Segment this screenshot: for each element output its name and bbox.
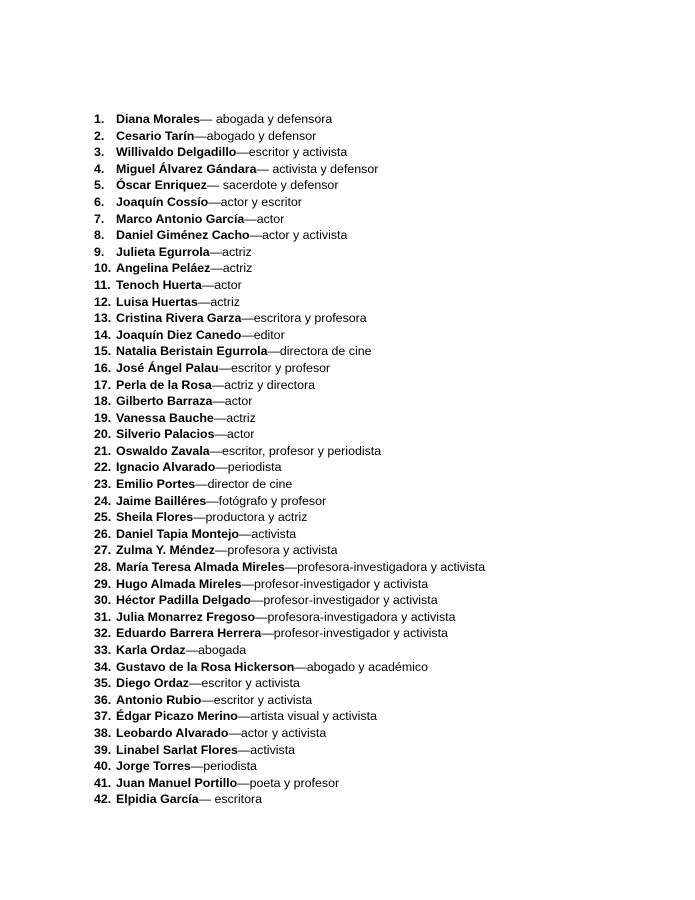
person-role: —abogada: [185, 643, 247, 657]
list-item: [94, 542, 485, 559]
list-item: [94, 775, 485, 792]
person-role: —profesora-investigadora y activista: [284, 560, 486, 575]
person-role: —actor y activista: [249, 228, 348, 243]
person-name: Gilberto Barraza: [116, 394, 213, 409]
item-number: 23.: [94, 477, 112, 492]
person-role: —actriz y directora: [211, 377, 316, 392]
person-name: Linabel Sarlat Flores: [116, 742, 238, 757]
person-name: Emilio Portes: [116, 477, 196, 492]
person-name: Édgar Picazo Merino: [116, 709, 238, 724]
person-role: —profesora-investigadora y activista: [255, 609, 456, 624]
list-item: [94, 426, 485, 443]
list-item: [94, 443, 485, 460]
person-name: Angelina Peláez: [116, 261, 211, 276]
person-name: Vanessa Bauche: [116, 410, 214, 425]
list-item: [94, 692, 485, 709]
person-name: Daniel Giménez Cacho: [116, 228, 250, 243]
person-name: Tenoch Huerta: [116, 277, 202, 292]
list-item: [94, 277, 485, 294]
person-name: José Ángel Palau: [116, 360, 219, 375]
list-item: [94, 725, 485, 742]
item-number: 30.: [94, 593, 112, 608]
person-role: —profesor-investigador y activista: [261, 626, 448, 641]
item-number: 6.: [94, 194, 105, 209]
list-item: [94, 177, 485, 194]
list-item: [94, 327, 485, 344]
list-item: [94, 144, 485, 161]
item-number: 18.: [94, 394, 112, 409]
item-number: 22.: [94, 460, 112, 475]
person-name: Óscar Enriquez: [116, 178, 207, 193]
item-number: 38.: [94, 725, 112, 740]
list-item: [94, 758, 485, 775]
item-number: 10.: [94, 261, 112, 276]
person-role: —poeta y profesor: [237, 775, 340, 790]
person-name: Zulma Y. Méndez: [116, 543, 215, 558]
person-role: —artista visual y activista: [237, 709, 377, 724]
item-number: 11.: [94, 277, 111, 292]
list-item: [94, 260, 485, 277]
person-role: — activista y defensor: [256, 161, 379, 176]
person-name: Daniel Tapia Montejo: [116, 526, 239, 541]
item-number: 17.: [94, 377, 112, 392]
item-number: 24.: [94, 493, 112, 508]
list-item: [94, 742, 485, 759]
person-role: —actriz: [210, 261, 253, 276]
list-item: [94, 609, 485, 626]
item-number: 8.: [94, 228, 105, 243]
person-role: —profesor-investigador y activista: [241, 576, 429, 591]
item-number: 4.: [94, 161, 105, 176]
item-number: 1.: [94, 112, 105, 126]
list-item: [94, 659, 485, 676]
item-number: 16.: [94, 360, 112, 375]
person-name: Miguel Álvarez Gándara: [116, 161, 257, 176]
list-item: [94, 642, 485, 659]
item-number: 25.: [94, 510, 112, 525]
person-role: —actor: [201, 277, 242, 292]
person-role: —escritor, profesor y periodista: [209, 443, 382, 458]
person-role: —actriz: [209, 244, 252, 259]
person-name: Joaquín Cossío: [116, 194, 209, 209]
item-number: 28.: [94, 560, 112, 575]
list-item: [94, 675, 485, 692]
person-name: Willivaldo Delgadillo: [116, 145, 237, 160]
item-number: 41.: [94, 775, 112, 790]
person-name: Leobardo Alvarado: [116, 725, 229, 740]
signatory-list: [94, 111, 485, 808]
list-item: [94, 128, 485, 145]
person-role: — abogada y defensora: [200, 112, 333, 126]
person-role: —director de cine: [195, 477, 293, 492]
person-name: Julieta Egurrola: [116, 244, 210, 259]
list-item: [94, 360, 485, 377]
list-item: [94, 211, 485, 228]
item-number: 39.: [94, 742, 112, 757]
person-role: —escritor y activista: [236, 145, 348, 160]
person-role: —escritor y activista: [201, 692, 313, 707]
item-number: 19.: [94, 410, 112, 425]
item-number: 34.: [94, 659, 112, 674]
person-role: — sacerdote y defensor: [206, 178, 339, 193]
list-item: [94, 343, 485, 360]
item-number: 15.: [94, 344, 112, 359]
person-role: —actor: [212, 394, 253, 409]
person-role: —productora y actriz: [193, 510, 308, 525]
item-number: 3.: [94, 145, 105, 160]
item-number: 29.: [94, 576, 112, 591]
person-name: Hugo Almada Mireles: [116, 576, 242, 591]
person-name: Sheila Flores: [116, 510, 194, 525]
person-role: —abogado y defensor: [194, 128, 317, 143]
person-name: Cristina Rivera Garza: [116, 311, 242, 326]
list-item: [94, 310, 485, 327]
list-item: [94, 393, 485, 410]
person-name: Juan Manuel Portillo: [116, 775, 238, 790]
person-name: Jaime Bailléres: [116, 493, 207, 508]
person-role: —profesora y activista: [214, 543, 338, 558]
item-number: 13.: [94, 311, 112, 326]
item-number: 27.: [94, 543, 112, 558]
list-item: [94, 625, 485, 642]
list-item: [94, 410, 485, 427]
person-name: Marco Antonio García: [116, 211, 245, 226]
person-role: —actriz: [197, 294, 240, 309]
item-number: 33.: [94, 643, 112, 657]
item-number: 26.: [94, 526, 112, 541]
person-role: —activista: [239, 526, 297, 541]
list-item: [94, 244, 485, 261]
list-item: [94, 791, 485, 808]
person-name: Eduardo Barrera Herrera: [116, 626, 262, 641]
person-role: —actor y escritor: [208, 194, 302, 209]
list-item: [94, 592, 485, 609]
list-item: [94, 559, 485, 576]
item-number: 36.: [94, 692, 112, 707]
list-item: [94, 111, 485, 128]
person-name: Natalia Beristain Egurrola: [116, 344, 268, 359]
person-name: María Teresa Almada Mireles: [116, 560, 285, 575]
item-number: 42.: [94, 792, 112, 807]
person-role: —escritor y activista: [188, 676, 300, 691]
person-name: Jorge Torres: [116, 759, 191, 774]
list-item: [94, 526, 485, 543]
list-item: [94, 227, 485, 244]
item-number: 2.: [94, 128, 105, 143]
person-name: Héctor Padilla Delgado: [116, 593, 251, 608]
person-name: Antonio Rubio: [116, 692, 202, 707]
list-item: [94, 493, 485, 510]
item-number: 20.: [94, 427, 112, 442]
item-number: 37.: [94, 709, 112, 724]
list-item: [94, 576, 485, 593]
person-name: Joaquín Diez Canedo: [116, 327, 242, 342]
person-role: —actriz: [213, 410, 256, 425]
list-item: [94, 161, 485, 178]
person-role: —actor: [244, 211, 285, 226]
list-item: [94, 476, 485, 493]
person-role: —fotógrafo y profesor: [206, 493, 327, 508]
list-item: [94, 194, 485, 211]
person-role: —periodista: [215, 460, 282, 475]
person-name: Oswaldo Zavala: [116, 443, 210, 458]
person-name: Perla de la Rosa: [116, 377, 212, 392]
item-number: 7.: [94, 211, 105, 226]
item-number: 32.: [94, 626, 112, 641]
item-number: 21.: [94, 443, 112, 458]
person-role: —editor: [241, 327, 285, 342]
item-number: 35.: [94, 676, 112, 691]
item-number: 12.: [94, 294, 112, 309]
list-item: [94, 377, 485, 394]
person-role: —escritora y profesora: [241, 311, 367, 326]
person-name: Elpidia García: [116, 792, 199, 807]
item-number: 14.: [94, 327, 112, 342]
list-item: [94, 459, 485, 476]
person-name: Julia Monarrez Fregoso: [116, 609, 256, 624]
person-name: Karla Ordaz: [116, 643, 186, 657]
item-number: 5.: [94, 178, 105, 193]
person-role: —periodista: [190, 759, 257, 774]
person-name: Diego Ordaz: [116, 676, 189, 691]
list-item: [94, 509, 485, 526]
item-number: 40.: [94, 759, 112, 774]
person-role: —abogado y académico: [294, 659, 428, 674]
person-name: Diana Morales: [116, 112, 201, 126]
list-item: [94, 708, 485, 725]
item-number: 9.: [94, 244, 105, 259]
person-name: Gustavo de la Rosa Hickerson: [116, 659, 295, 674]
person-role: —actor y activista: [228, 725, 327, 740]
person-role: —escritor y profesor: [218, 360, 331, 375]
person-role: — escritora: [198, 792, 262, 807]
person-role: —actor: [214, 427, 255, 442]
item-number: 31.: [94, 609, 112, 624]
person-role: —profesor-investigador y activista: [250, 593, 438, 608]
person-name: Luisa Huertas: [116, 294, 198, 309]
person-name: Silverio Palacios: [116, 427, 215, 442]
person-role: —activista: [237, 742, 296, 757]
list-item: [94, 294, 485, 311]
person-name: Cesario Tarín: [116, 128, 195, 143]
person-name: Ignacio Alvarado: [116, 460, 216, 475]
person-role: —directora de cine: [267, 344, 372, 359]
